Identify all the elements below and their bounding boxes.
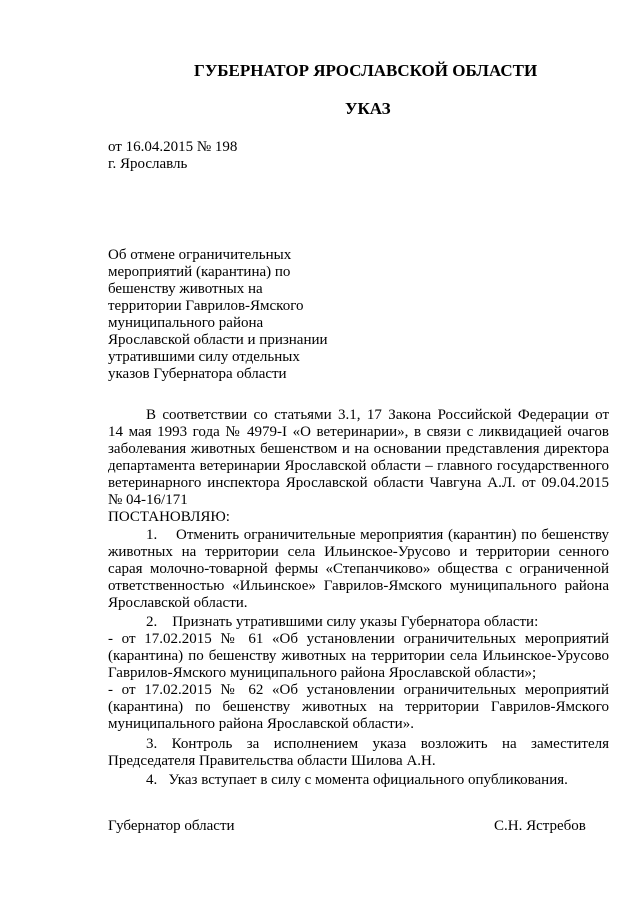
item-line: Гаврилов-Ямского муниципального района Ярославской области»;	[108, 665, 537, 681]
item-line: ответственностью «Ильинское» Гаврилов-Ямского муниципального района	[108, 578, 609, 594]
preamble-line: 14 мая 1993 года № 4979-I «О ветеринарии», в связи с ликвидацией очагов	[108, 424, 609, 440]
subject-line: указов Губернатора области	[108, 366, 287, 382]
decree-item-4: 4. Указ вступает в силу с момента официального опубликования.	[146, 772, 568, 788]
city: г. Ярославль	[108, 156, 188, 172]
item-line: (карантина) по бешенству животных на территории Гаврилов-Ямского	[108, 699, 609, 715]
subject-line: муниципального района	[108, 315, 264, 331]
item-line: Ярославской области.	[108, 595, 248, 611]
preamble-line: В соответствии со статьями 3.1, 17 Закона Российской Федерации от	[146, 407, 609, 423]
date-number: от 16.04.2015 № 198	[108, 139, 238, 155]
decree-word: ПОСТАНОВЛЯЮ:	[108, 509, 230, 525]
item-line: 1. Отменить ограничительные мероприятия (карантин) по бешенству	[146, 527, 609, 543]
item-line: - от 17.02.2015 № 61 «Об установлении ограничительных мероприятий	[108, 631, 609, 647]
item-line: Председателя Правительства области Шилова А.Н.	[108, 753, 436, 769]
preamble-line: № 04-16/171	[108, 492, 188, 508]
preamble-line: департамента ветеринарии Ярославской области – главного государственного	[108, 458, 609, 474]
item-line: 3. Контроль за исполнением указа возложить на заместителя	[146, 736, 609, 752]
subject-line: Ярославской области и признании	[108, 332, 328, 348]
item-line: - от 17.02.2015 № 62 «Об установлении ограничительных мероприятий	[108, 682, 609, 698]
item-line: 2. Признать утратившими силу указы Губернатора области:	[146, 614, 539, 630]
preamble-line: заболевания животных бешенством и на основании представления директора	[108, 441, 609, 457]
subject-line: Об отмене ограничительных	[108, 247, 292, 263]
signature-name: С.Н. Ястребов	[494, 818, 586, 834]
item-line: муниципального района Ярославской области».	[108, 716, 414, 732]
item-line: сарая молочно-товарной фермы «Степанчиково» общества с ограниченной	[108, 561, 609, 577]
item-line: животных на территории села Ильинское-Урусово и территории сенного	[108, 544, 609, 560]
subject-line: утратившими силу отдельных	[108, 349, 300, 365]
subject-line: бешенству животных на	[108, 281, 263, 297]
signature-position: Губернатор области	[108, 818, 235, 834]
preamble-line: ветеринарного инспектора Ярославской области Чавгуна А.Л. от 09.04.2015	[108, 475, 609, 491]
authority-title: ГУБЕРНАТОР ЯРОСЛАВСКОЙ ОБЛАСТИ	[194, 61, 538, 80]
doc-type-title: УКАЗ	[345, 99, 391, 118]
item-line: (карантина) по бешенству животных на территории села Ильинское-Урусово	[108, 648, 609, 664]
subject-line: мероприятий (карантина) по	[108, 264, 291, 280]
subject-line: территории Гаврилов-Ямского	[108, 298, 304, 314]
